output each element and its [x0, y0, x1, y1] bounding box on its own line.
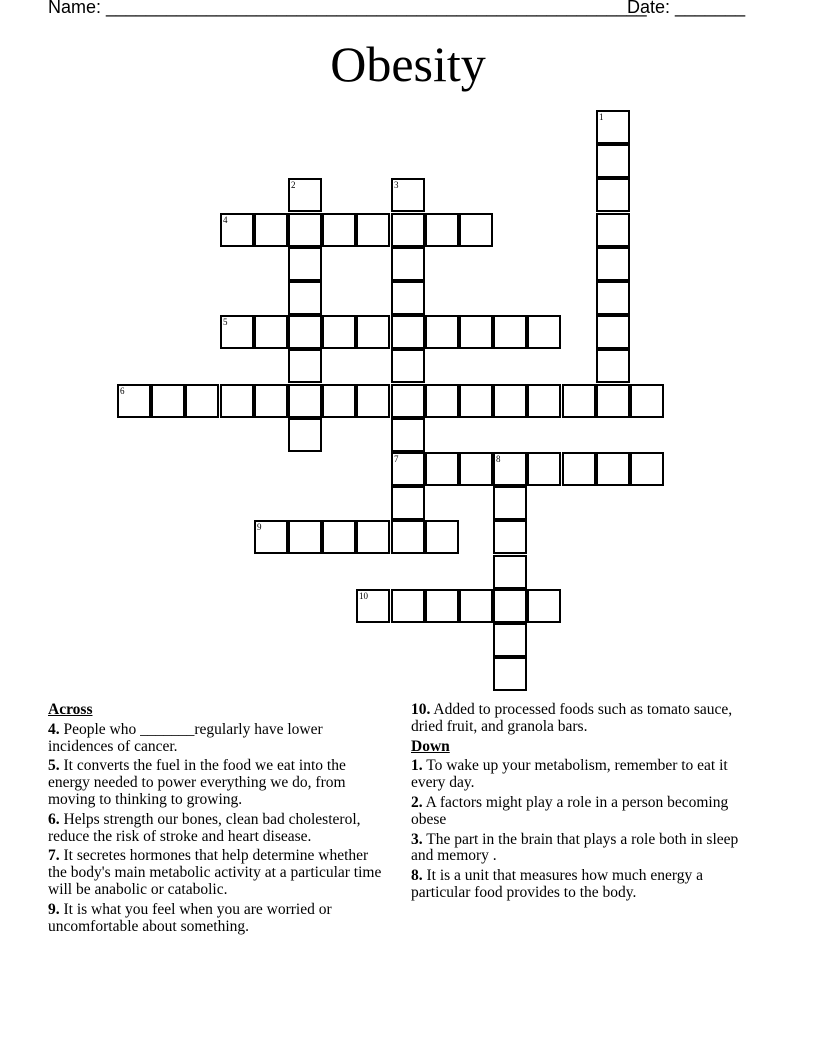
grid-cell[interactable] [596, 213, 630, 247]
grid-cell[interactable] [493, 520, 527, 554]
grid-cell[interactable] [220, 384, 254, 418]
clue-down-2 [411, 795, 751, 829]
clue-across-9 [48, 902, 383, 936]
clue-number-label: 1 [599, 112, 604, 122]
clue-number: 3. [411, 830, 423, 848]
clue-number: 10. [411, 701, 431, 718]
grid-cell[interactable] [220, 315, 254, 349]
grid-cell[interactable] [527, 589, 561, 623]
grid-cell[interactable] [117, 384, 151, 418]
grid-cell[interactable] [630, 452, 664, 486]
grid-cell[interactable] [459, 213, 493, 247]
grid-cell[interactable] [391, 589, 425, 623]
clue-number-label: 2 [291, 180, 296, 190]
down-heading: Down [411, 737, 450, 755]
grid-cell[interactable] [391, 213, 425, 247]
clue-text: It is what you feel when you are worried or uncomfortable about something. [48, 900, 332, 935]
grid-cell[interactable] [493, 315, 527, 349]
grid-cell[interactable] [596, 452, 630, 486]
grid-cell[interactable] [254, 520, 288, 554]
clue-number-label: 7 [394, 454, 399, 464]
grid-cell[interactable] [527, 452, 561, 486]
grid-cell[interactable] [493, 589, 527, 623]
grid-cell[interactable] [425, 520, 459, 554]
clue-text: It secretes hormones that help determine whether the body's main metabolic activity at a particular time will be anabolic or catabolic. [48, 847, 382, 898]
clue-number-label: 5 [223, 317, 228, 327]
grid-cell[interactable] [356, 315, 390, 349]
grid-cell[interactable] [288, 384, 322, 418]
clue-number: 4. [48, 720, 60, 738]
grid-cell[interactable] [254, 213, 288, 247]
grid-cell[interactable] [493, 384, 527, 418]
grid-cell[interactable] [288, 520, 322, 554]
grid-cell[interactable] [391, 178, 425, 212]
grid-cell[interactable] [493, 452, 527, 486]
grid-cell[interactable] [254, 384, 288, 418]
grid-cell[interactable] [391, 418, 425, 452]
grid-cell[interactable] [596, 315, 630, 349]
across-heading: Across [48, 701, 93, 718]
date-field-label: Date: _______ [627, 0, 746, 17]
clue-text: Helps strength our bones, clean bad cholesterol, reduce the risk of stroke and heart disease. [48, 810, 361, 845]
grid-cell[interactable] [391, 384, 425, 418]
clue-text: Added to processed foods such as tomato sauce, dried fruit, and granola bars. [411, 701, 733, 735]
clue-number-label: 8 [496, 454, 501, 464]
clue-across-6 [48, 812, 383, 846]
clue-across-10 [411, 702, 751, 736]
grid-cell[interactable] [459, 589, 493, 623]
grid-cell[interactable] [562, 452, 596, 486]
grid-cell[interactable] [425, 315, 459, 349]
clue-text: People who _______regularly have lower incidences of cancer. [48, 720, 323, 755]
grid-cell[interactable] [356, 384, 390, 418]
grid-cell[interactable] [391, 486, 425, 520]
clue-number-label: 9 [257, 522, 262, 532]
clue-text: It is a unit that measures how much energy a particular food provides to the body. [411, 867, 703, 901]
clue-text: To wake up your metabolism, remember to eat it every day. [411, 757, 728, 792]
clue-down-1 [411, 758, 751, 792]
grid-cell[interactable] [151, 384, 185, 418]
grid-cell[interactable] [596, 349, 630, 383]
grid-cell[interactable] [322, 213, 356, 247]
clue-number: 8. [411, 867, 423, 885]
clue-number: 5. [48, 757, 60, 775]
grid-cell[interactable] [322, 384, 356, 418]
grid-cell[interactable] [459, 384, 493, 418]
grid-cell[interactable] [425, 452, 459, 486]
grid-cell[interactable] [391, 315, 425, 349]
grid-cell[interactable] [185, 384, 219, 418]
grid-cell[interactable] [288, 281, 322, 315]
grid-cell[interactable] [459, 452, 493, 486]
clue-number: 7. [48, 847, 60, 865]
grid-cell[interactable] [391, 520, 425, 554]
grid-cell[interactable] [596, 281, 630, 315]
grid-cell[interactable] [459, 315, 493, 349]
clue-across-4 [48, 722, 383, 756]
clue-text: The part in the brain that plays a role both in sleep and memory . [411, 830, 739, 865]
puzzle-title: Obesity [330, 36, 486, 92]
grid-cell[interactable] [527, 315, 561, 349]
clue-down-8 [411, 868, 751, 902]
clue-down-3 [411, 832, 751, 866]
grid-cell[interactable] [391, 452, 425, 486]
clue-number: 2. [411, 793, 423, 811]
clue-number-label: 3 [394, 180, 399, 190]
clue-across-5 [48, 758, 383, 808]
grid-cell[interactable] [391, 247, 425, 281]
grid-cell[interactable] [630, 384, 664, 418]
grid-cell[interactable] [322, 520, 356, 554]
clue-number: 9. [48, 900, 60, 918]
grid-cell[interactable] [596, 178, 630, 212]
grid-cell[interactable] [391, 349, 425, 383]
clue-number: 6. [48, 810, 60, 828]
name-field-label: Name: ______________________________________________________ [48, 0, 647, 17]
grid-cell[interactable] [596, 384, 630, 418]
grid-cell[interactable] [288, 349, 322, 383]
clue-number-label: 4 [223, 215, 228, 225]
grid-cell[interactable] [493, 555, 527, 589]
clue-text: It converts the fuel in the food we eat into the energy needed to power everything we do, from moving to thinking to growing. [48, 757, 346, 808]
grid-cell[interactable] [425, 384, 459, 418]
grid-cell[interactable] [562, 384, 596, 418]
grid-cell[interactable] [220, 213, 254, 247]
grid-cell[interactable] [254, 315, 288, 349]
grid-cell[interactable] [596, 247, 630, 281]
grid-cell[interactable] [288, 315, 322, 349]
grid-cell[interactable] [596, 110, 630, 144]
clues-right-column [411, 702, 751, 905]
grid-cell[interactable] [288, 418, 322, 452]
grid-cell[interactable] [288, 178, 322, 212]
grid-cell[interactable] [391, 281, 425, 315]
clue-text: A factors might play a role in a person becoming obese [411, 793, 729, 828]
grid-cell[interactable] [322, 315, 356, 349]
clues-left-column [48, 702, 383, 938]
clue-number-label: 6 [120, 386, 125, 396]
grid-cell[interactable] [596, 144, 630, 178]
grid-cell[interactable] [493, 486, 527, 520]
grid-cell[interactable] [288, 213, 322, 247]
clue-across-7 [48, 848, 383, 898]
grid-cell[interactable] [425, 213, 459, 247]
grid-cell[interactable] [493, 657, 527, 691]
clue-number-label: 10 [359, 591, 368, 601]
grid-cell[interactable] [356, 589, 390, 623]
grid-cell[interactable] [527, 384, 561, 418]
grid-cell[interactable] [356, 520, 390, 554]
grid-cell[interactable] [425, 589, 459, 623]
clue-number: 1. [411, 757, 423, 775]
grid-cell[interactable] [493, 623, 527, 657]
grid-cell[interactable] [356, 213, 390, 247]
grid-cell[interactable] [288, 247, 322, 281]
